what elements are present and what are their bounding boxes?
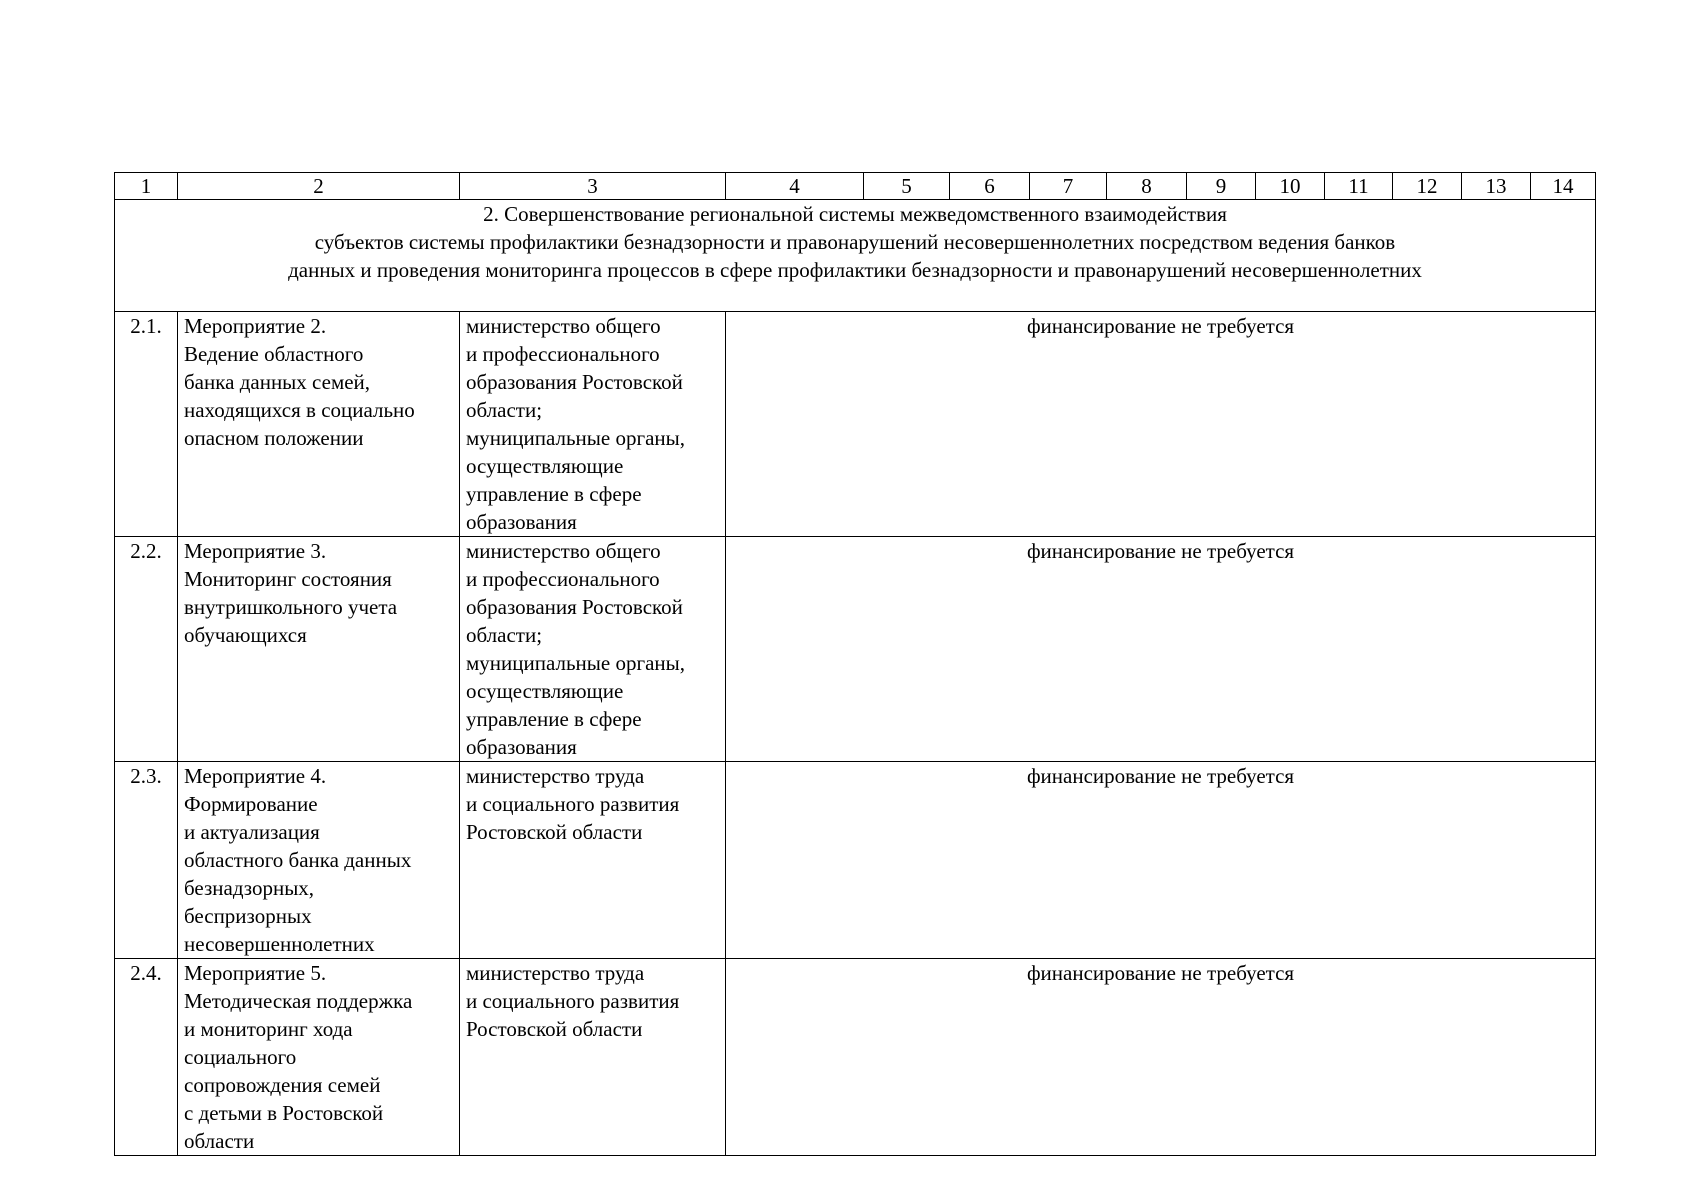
event-line: областного банка данных xyxy=(184,848,412,872)
column-number: 14 xyxy=(1531,173,1596,200)
event-line: Методическая поддержка xyxy=(184,989,413,1013)
event-line: сопровождения семей xyxy=(184,1073,381,1097)
event-line: и мониторинг хода xyxy=(184,1017,353,1041)
executor-line: осуществляющие xyxy=(466,679,624,703)
event-cell xyxy=(178,959,460,1156)
executor-line: области; xyxy=(466,398,543,422)
row-number: 2.4. xyxy=(115,959,178,1156)
event-cell xyxy=(178,762,460,959)
event-line: социального xyxy=(184,1045,297,1069)
executor-cell xyxy=(460,959,726,1156)
event-line: Мероприятие 5. xyxy=(184,961,327,985)
table-row xyxy=(115,762,1596,959)
executor-line: образования xyxy=(466,735,577,759)
event-line: несовершеннолетних xyxy=(184,932,375,956)
executor-line: и профессионального xyxy=(466,567,660,591)
event-line: внутришкольного учета xyxy=(184,595,398,619)
column-number: 9 xyxy=(1187,173,1256,200)
event-line: находящихся в социально xyxy=(184,398,415,422)
section-title-line: субъектов системы профилактики безнадзорности и правонарушений несовершеннолетних посредством ведения банков xyxy=(314,230,1396,254)
funding-cell: финансирование не требуется xyxy=(726,959,1596,1156)
event-line: обучающихся xyxy=(184,623,307,647)
executor-line: и социального развития xyxy=(466,989,680,1013)
row-number: 2.2. xyxy=(115,537,178,762)
event-line: Мероприятие 2. xyxy=(184,314,327,338)
funding-cell: финансирование не требуется xyxy=(726,537,1596,762)
executor-cell xyxy=(460,537,726,762)
column-numbers-row xyxy=(115,173,1596,200)
column-number: 3 xyxy=(460,173,726,200)
column-number: 12 xyxy=(1393,173,1462,200)
event-line: Ведение областного xyxy=(184,342,364,366)
executor-line: муниципальные органы, xyxy=(466,651,685,675)
column-number: 11 xyxy=(1325,173,1393,200)
column-number: 6 xyxy=(950,173,1030,200)
executor-line: Ростовской области xyxy=(466,1017,643,1041)
event-cell xyxy=(178,312,460,537)
section-title-line: 2. Совершенствование региональной системы межведомственного взаимодействия xyxy=(483,202,1227,226)
executor-line: управление в сфере xyxy=(466,482,642,506)
column-number: 4 xyxy=(726,173,864,200)
executor-line: и социального развития xyxy=(466,792,680,816)
funding-cell: финансирование не требуется xyxy=(726,762,1596,959)
event-line: безнадзорных, xyxy=(184,876,315,900)
event-line: с детьми в Ростовской xyxy=(184,1101,384,1125)
executor-line: Ростовской области xyxy=(466,820,643,844)
table-row xyxy=(115,312,1596,537)
event-line: области xyxy=(184,1129,255,1153)
executor-line: образования Ростовской xyxy=(466,595,683,619)
event-line: беспризорных xyxy=(184,904,312,928)
row-number: 2.1. xyxy=(115,312,178,537)
table-row xyxy=(115,959,1596,1156)
section-title-line: данных и проведения мониторинга процессов в сфере профилактики безнадзорности и правонарушений несовершеннолетних xyxy=(288,258,1422,282)
executor-cell xyxy=(460,762,726,959)
executor-line: образования xyxy=(466,510,577,534)
executor-cell xyxy=(460,312,726,537)
executor-line: области; xyxy=(466,623,543,647)
column-number: 1 xyxy=(115,173,178,200)
executor-line: и профессионального xyxy=(466,342,660,366)
executor-line: осуществляющие xyxy=(466,454,624,478)
executor-line: управление в сфере xyxy=(466,707,642,731)
event-line: Формирование xyxy=(184,792,318,816)
event-line: Мероприятие 3. xyxy=(184,539,327,563)
program-events-table xyxy=(114,172,1596,1156)
executor-line: образования Ростовской xyxy=(466,370,683,394)
section-title xyxy=(115,200,1596,312)
column-number: 13 xyxy=(1462,173,1531,200)
column-number: 2 xyxy=(178,173,460,200)
executor-line: министерство труда xyxy=(466,961,645,985)
column-number: 7 xyxy=(1030,173,1107,200)
event-line: опасном положении xyxy=(184,426,364,450)
executor-line: муниципальные органы, xyxy=(466,426,685,450)
table-row xyxy=(115,537,1596,762)
row-number: 2.3. xyxy=(115,762,178,959)
event-line: банка данных семей, xyxy=(184,370,371,394)
event-line: Мероприятие 4. xyxy=(184,764,327,788)
event-cell xyxy=(178,537,460,762)
column-number: 5 xyxy=(864,173,950,200)
section-header-row xyxy=(115,200,1596,312)
event-line: Мониторинг состояния xyxy=(184,567,392,591)
executor-line: министерство труда xyxy=(466,764,645,788)
event-line: и актуализация xyxy=(184,820,320,844)
column-number: 8 xyxy=(1107,173,1187,200)
column-number: 10 xyxy=(1256,173,1325,200)
funding-cell: финансирование не требуется xyxy=(726,312,1596,537)
executor-line: министерство общего xyxy=(466,539,661,563)
executor-line: министерство общего xyxy=(466,314,661,338)
